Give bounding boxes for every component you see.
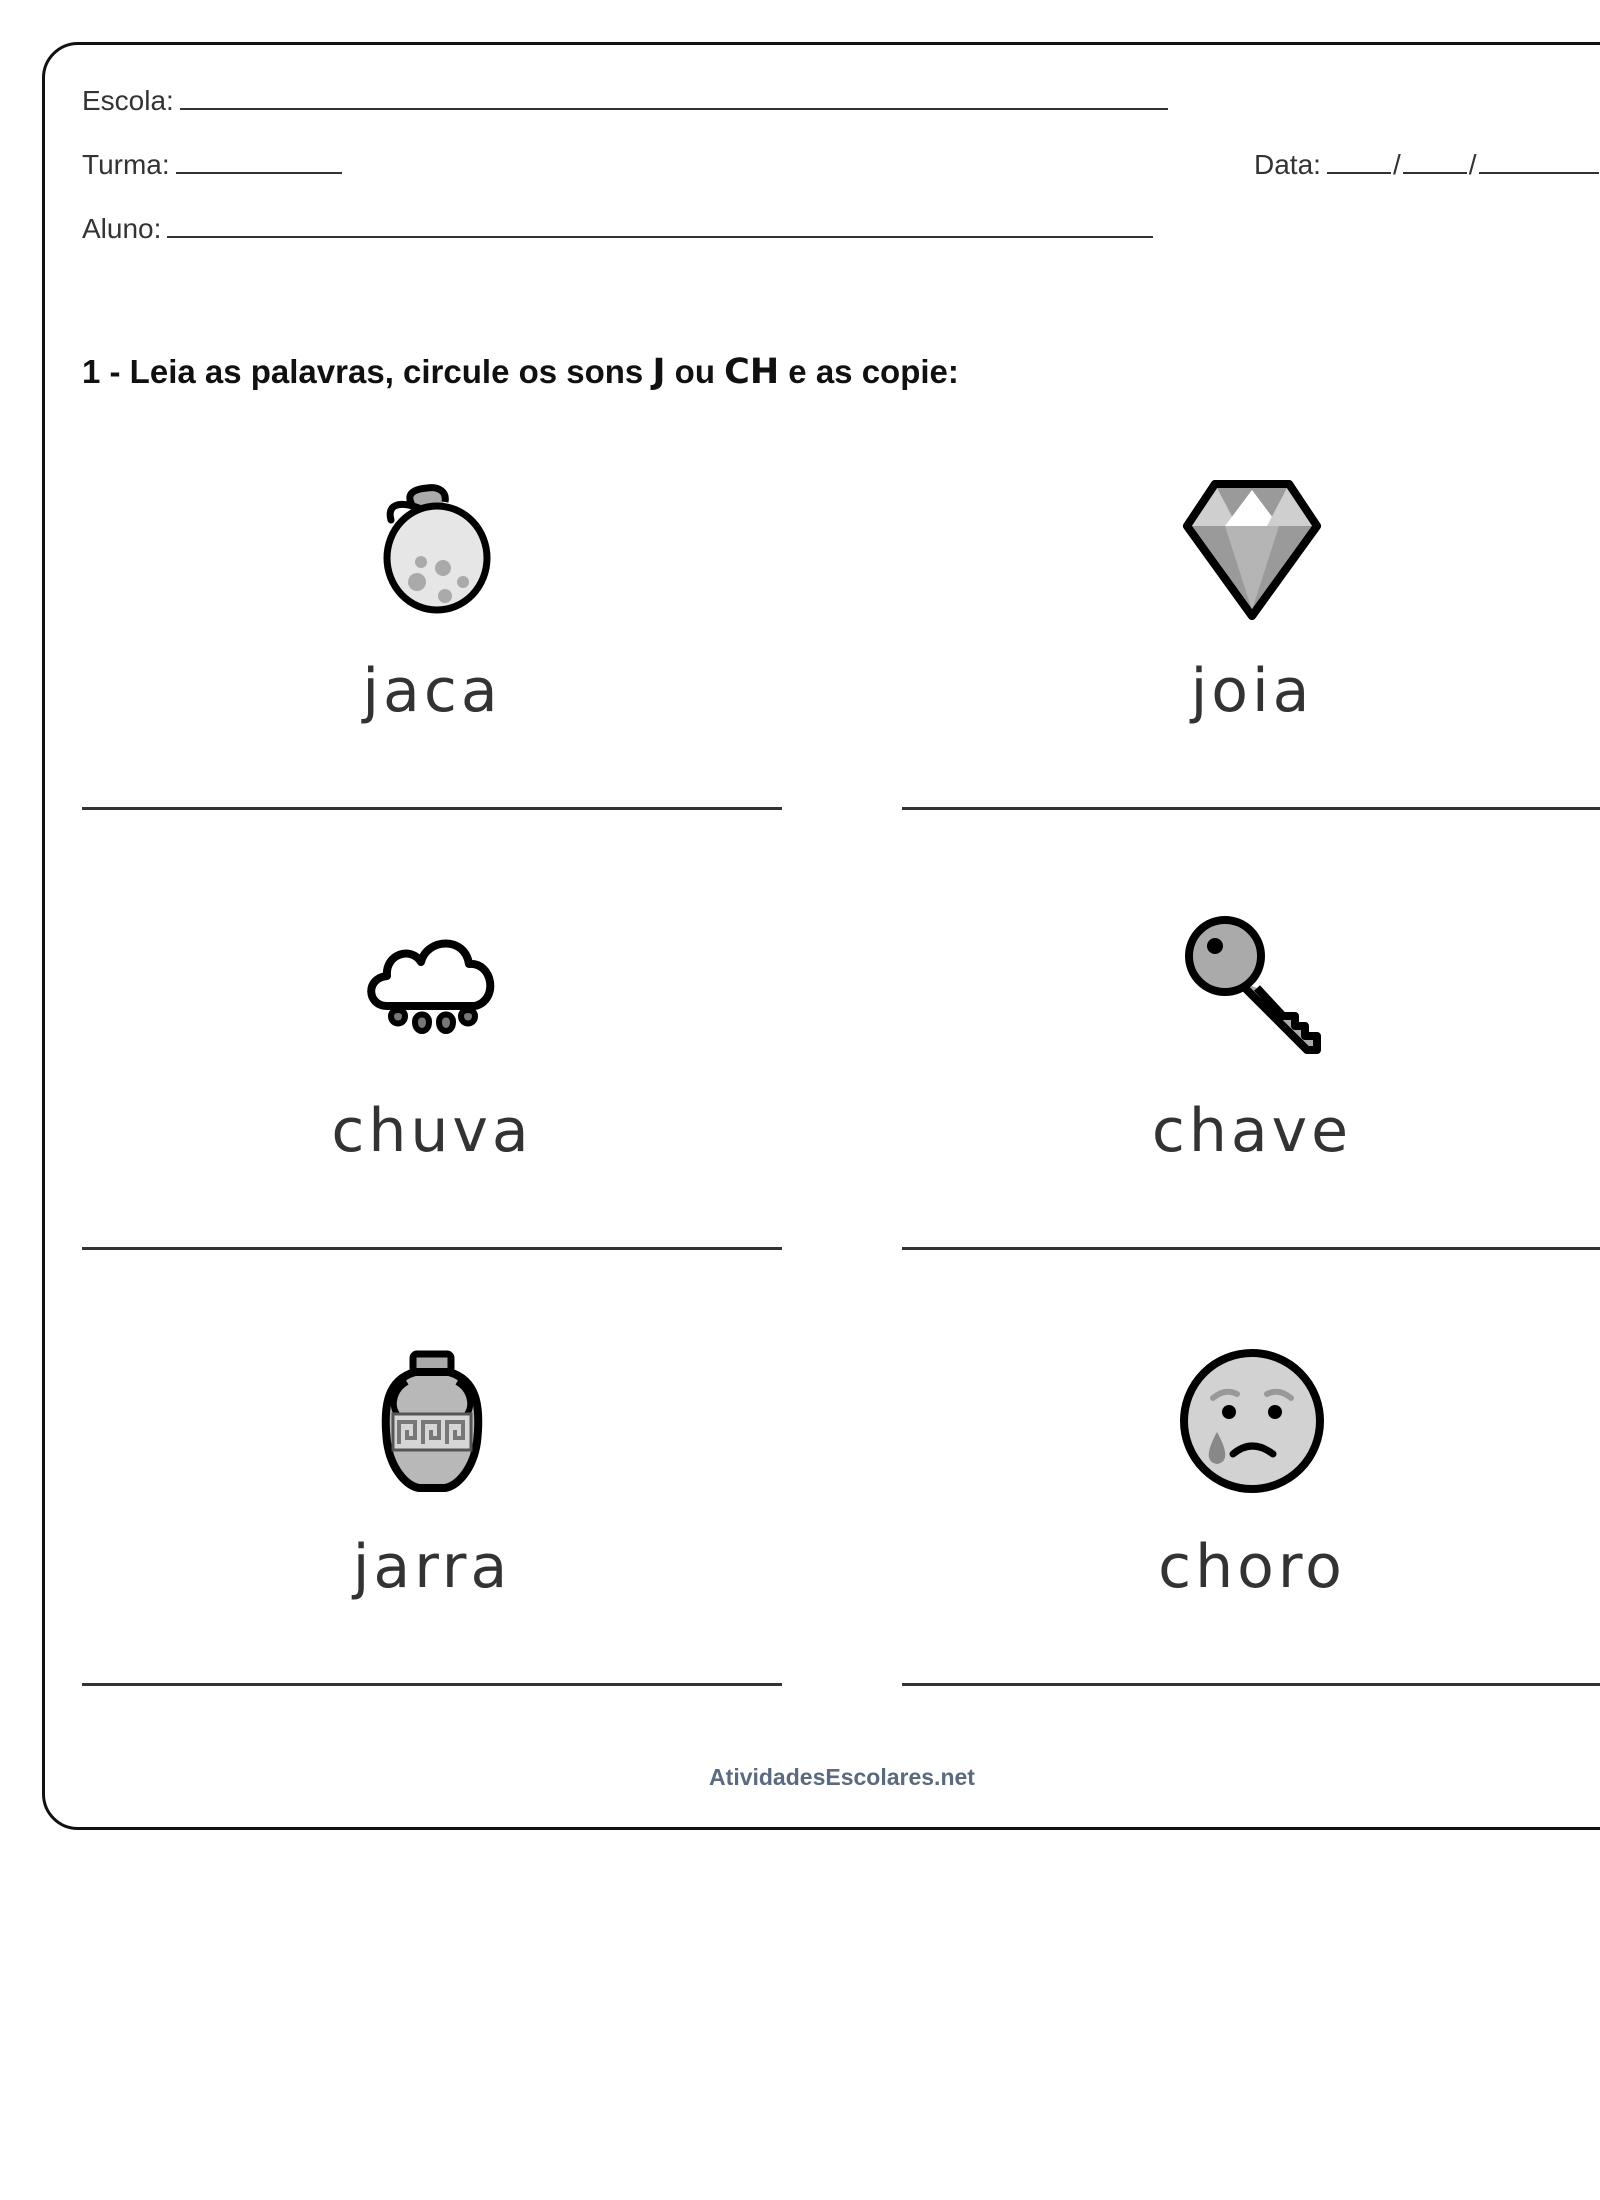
data-year-line[interactable] bbox=[1479, 150, 1599, 174]
aluno-label: Aluno: bbox=[82, 213, 162, 244]
word-label: jarra bbox=[352, 1532, 512, 1602]
data-label: Data: bbox=[1254, 149, 1321, 180]
answer-line[interactable] bbox=[902, 1247, 1600, 1250]
escola-line[interactable] bbox=[180, 86, 1168, 110]
aluno-line[interactable] bbox=[167, 214, 1153, 238]
date-slash: / bbox=[1468, 149, 1477, 180]
escola-field[interactable] bbox=[82, 86, 1168, 115]
question-prefix: 1 - Leia as palavras, circule os sons bbox=[82, 353, 653, 390]
question-suffix: e as copie: bbox=[779, 353, 959, 390]
word-label: joia bbox=[1190, 656, 1314, 726]
data-month-line[interactable] bbox=[1403, 150, 1467, 174]
data-field[interactable] bbox=[1254, 150, 1599, 179]
answer-line[interactable] bbox=[82, 1683, 782, 1686]
answer-line[interactable] bbox=[82, 1247, 782, 1250]
key-icon bbox=[1177, 910, 1327, 1060]
jackfruit-icon bbox=[357, 470, 507, 620]
sound-j: J bbox=[652, 352, 666, 392]
question-conj: ou bbox=[665, 353, 725, 390]
gem-icon bbox=[1177, 470, 1327, 620]
sound-ch: CH bbox=[724, 352, 780, 392]
site-footer: AtividadesEscolares.net bbox=[709, 1764, 975, 1790]
question-title bbox=[82, 352, 959, 392]
amphora-icon bbox=[357, 1346, 507, 1496]
word-label: chuva bbox=[331, 1096, 533, 1166]
escola-label: Escola: bbox=[82, 85, 174, 116]
answer-line[interactable] bbox=[902, 1683, 1600, 1686]
word-label: jaca bbox=[362, 656, 502, 726]
turma-label: Turma: bbox=[82, 149, 170, 180]
word-label: chave bbox=[1151, 1096, 1353, 1166]
aluno-field[interactable] bbox=[82, 214, 1153, 243]
rain-cloud-icon bbox=[357, 910, 507, 1060]
answer-line[interactable] bbox=[902, 807, 1600, 810]
answer-line[interactable] bbox=[82, 807, 782, 810]
data-day-line[interactable] bbox=[1327, 150, 1391, 174]
word-label: choro bbox=[1158, 1532, 1346, 1602]
date-slash: / bbox=[1392, 149, 1401, 180]
crying-face-icon bbox=[1177, 1346, 1327, 1496]
turma-line[interactable] bbox=[176, 150, 342, 174]
turma-field[interactable] bbox=[82, 150, 342, 179]
